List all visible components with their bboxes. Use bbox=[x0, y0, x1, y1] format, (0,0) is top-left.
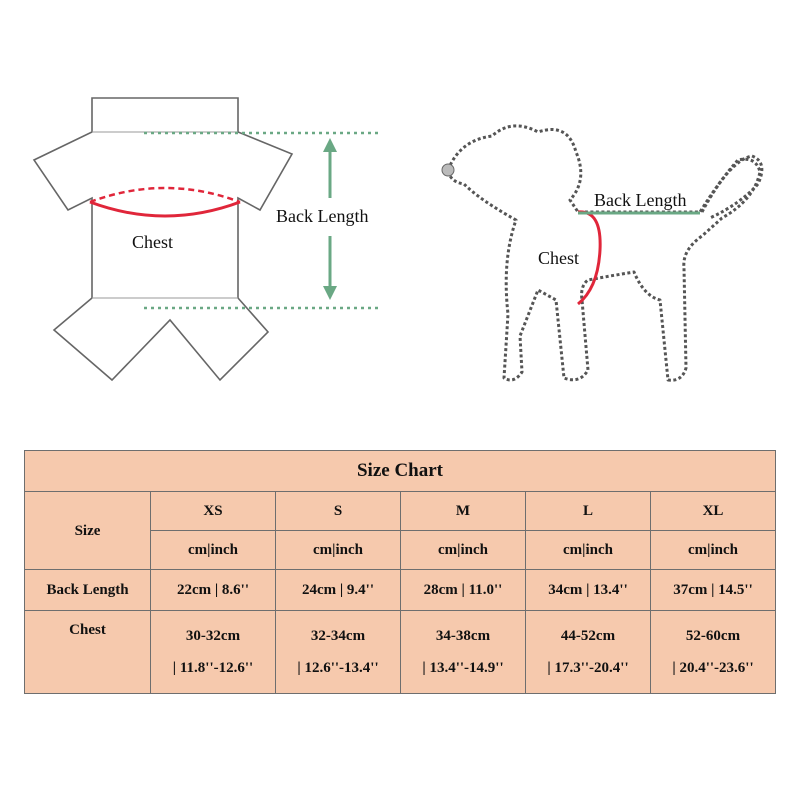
chest-cm: 44-52cm bbox=[560, 628, 616, 644]
dog-outline bbox=[448, 126, 760, 380]
size-s: S bbox=[276, 492, 401, 531]
chest-inch: | 13.4''-14.9'' bbox=[422, 660, 504, 676]
chest-inch: | 12.6''-13.4'' bbox=[297, 660, 379, 676]
back-length-row-label: Back Length bbox=[25, 570, 151, 611]
garment-illustration bbox=[20, 80, 400, 390]
chest-cm: 52-60cm bbox=[685, 628, 741, 644]
size-l: L bbox=[526, 492, 651, 531]
size-m: M bbox=[401, 492, 526, 531]
unit-cell: cm|inch bbox=[401, 531, 526, 570]
chest-inch: | 17.3''-20.4'' bbox=[547, 660, 629, 676]
dog-chest-label: Chest bbox=[538, 248, 580, 268]
chest-value bbox=[276, 611, 401, 694]
chest-cm: 32-34cm bbox=[310, 628, 366, 644]
arrow-down-head bbox=[323, 286, 337, 300]
chest-value bbox=[526, 611, 651, 694]
chest-value bbox=[401, 611, 526, 694]
size-xs: XS bbox=[151, 492, 276, 531]
garment-back-length-label: Back Length bbox=[276, 206, 369, 226]
chest-value bbox=[651, 611, 776, 694]
chest-inch: | 11.8''-12.6'' bbox=[172, 660, 254, 676]
chest-cm: 30-32cm bbox=[185, 628, 241, 644]
dog-chest-marker bbox=[578, 212, 600, 304]
chest-cm: 34-38cm bbox=[435, 628, 491, 644]
back-length-value: 28cm | 11.0'' bbox=[401, 570, 526, 611]
garment-chest-label: Chest bbox=[132, 232, 174, 252]
dog-back-length-label: Back Length bbox=[594, 190, 687, 210]
unit-cell: cm|inch bbox=[151, 531, 276, 570]
size-chart-title: Size Chart bbox=[25, 451, 776, 492]
size-header: Size bbox=[25, 492, 151, 570]
back-length-value: 24cm | 9.4'' bbox=[276, 570, 401, 611]
dog-illustration bbox=[420, 100, 780, 400]
back-length-value: 22cm | 8.6'' bbox=[151, 570, 276, 611]
unit-cell: cm|inch bbox=[651, 531, 776, 570]
unit-cell: cm|inch bbox=[526, 531, 651, 570]
chest-value bbox=[151, 611, 276, 694]
back-length-value: 37cm | 14.5'' bbox=[651, 570, 776, 611]
dog-nose-icon bbox=[442, 164, 454, 176]
size-chart-table bbox=[24, 450, 776, 694]
chest-inch: | 20.4''-23.6'' bbox=[672, 660, 754, 676]
chest-row-label: Chest bbox=[25, 611, 151, 694]
back-length-value: 34cm | 13.4'' bbox=[526, 570, 651, 611]
size-xl: XL bbox=[651, 492, 776, 531]
garment-diagram bbox=[20, 80, 400, 390]
dog-diagram bbox=[420, 100, 780, 400]
unit-cell: cm|inch bbox=[276, 531, 401, 570]
arrow-up-head bbox=[323, 138, 337, 152]
